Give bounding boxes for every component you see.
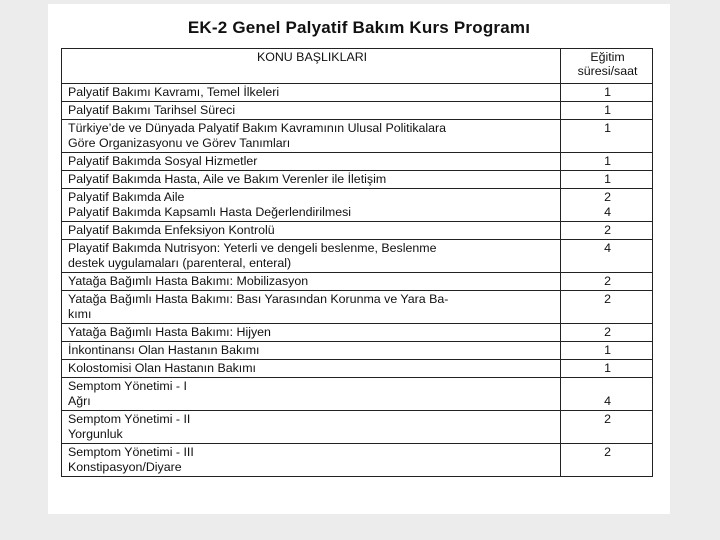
topic-line: Türkiye’de ve Dünyada Palyatif Bakım Kavramının Ulusal Politikalara xyxy=(68,121,447,135)
topic-line: Yorgunluk xyxy=(68,427,123,441)
topic-cell xyxy=(62,444,561,477)
table-row xyxy=(62,153,653,171)
hours-value: 1 xyxy=(604,172,611,186)
topic-line: Palyatif Bakımı Tarihsel Süreci xyxy=(68,103,236,117)
table-row xyxy=(62,411,653,444)
topic-cell xyxy=(62,324,561,342)
topic-line: Palyatif Bakımı Kavramı, Temel İlkeleri xyxy=(68,85,280,99)
hours-value: 2 xyxy=(604,223,611,237)
hours-value xyxy=(567,136,648,151)
hours-value: 1 xyxy=(604,154,611,168)
table-row xyxy=(62,360,653,378)
hours-value: 4 xyxy=(604,205,611,219)
topic-line: Yatağa Bağımlı Hasta Bakımı: Bası Yarasından Korunma ve Yara Ba- xyxy=(68,292,449,306)
table-row xyxy=(62,84,653,102)
topic-cell xyxy=(62,360,561,378)
topic-cell xyxy=(62,411,561,444)
hours-cell xyxy=(561,378,653,411)
hours-cell xyxy=(561,153,653,171)
table-row xyxy=(62,120,653,153)
topic-cell xyxy=(62,273,561,291)
hours-cell xyxy=(561,273,653,291)
hours-value: 4 xyxy=(604,241,611,255)
hours-cell xyxy=(561,102,653,120)
topic-line: Semptom Yönetimi - I xyxy=(68,379,187,393)
hours-cell xyxy=(561,324,653,342)
table-row xyxy=(62,324,653,342)
topic-line: Göre Organizasyonu ve Görev Tanımları xyxy=(68,136,291,150)
table-row xyxy=(62,291,653,324)
hours-value: 1 xyxy=(604,121,611,135)
document-title: EK-2 Genel Palyatif Bakım Kurs Programı xyxy=(187,18,531,37)
hours-value: 2 xyxy=(604,274,611,288)
hours-cell xyxy=(561,84,653,102)
table-row xyxy=(62,240,653,273)
hours-value: 1 xyxy=(604,103,611,117)
hours-value: 4 xyxy=(604,394,611,408)
hours-value: 1 xyxy=(604,361,611,375)
table-row xyxy=(62,222,653,240)
topic-line: kımı xyxy=(68,307,92,321)
topic-cell xyxy=(62,171,561,189)
topic-cell xyxy=(62,153,561,171)
hours-cell xyxy=(561,222,653,240)
topic-line: Semptom Yönetimi - III xyxy=(68,445,194,459)
table-row xyxy=(62,171,653,189)
topic-line: Playatif Bakımda Nutrisyon: Yeterli ve dengeli beslenme, Beslenme xyxy=(68,241,437,255)
topic-line: Palyatif Bakımda Aile xyxy=(68,190,185,204)
hours-cell xyxy=(561,342,653,360)
topic-line: Semptom Yönetimi - II xyxy=(68,412,191,426)
table-row xyxy=(62,444,653,477)
table-header-row xyxy=(62,49,653,84)
topic-cell xyxy=(62,102,561,120)
topic-cell xyxy=(62,240,561,273)
topic-line: Konstipasyon/Diyare xyxy=(68,460,182,474)
topic-line: destek uygulamaları (parenteral, enteral) xyxy=(68,256,292,270)
hours-value: 1 xyxy=(604,343,611,357)
topic-cell xyxy=(62,222,561,240)
course-program-table xyxy=(61,48,653,477)
hours-cell xyxy=(561,120,653,153)
hours-cell xyxy=(561,189,653,222)
hours-cell xyxy=(561,240,653,273)
topic-cell xyxy=(62,291,561,324)
table-row xyxy=(62,342,653,360)
hours-value xyxy=(567,379,648,394)
topic-column-header: KONU BAŞLIKLARI xyxy=(62,49,561,84)
topic-cell xyxy=(62,342,561,360)
topic-line: Yatağa Bağımlı Hasta Bakımı: Hijyen xyxy=(68,325,271,339)
hours-cell xyxy=(561,171,653,189)
topic-line: Kolostomisi Olan Hastanın Bakımı xyxy=(68,361,257,375)
hours-value: 2 xyxy=(604,412,611,426)
topic-line: Palyatif Bakımda Kapsamlı Hasta Değerlendirilmesi xyxy=(68,205,352,219)
table-row xyxy=(62,189,653,222)
table-row xyxy=(62,102,653,120)
hours-value: 2 xyxy=(604,325,611,339)
hours-header-line1: Eğitim xyxy=(590,50,625,64)
hours-cell xyxy=(561,444,653,477)
hours-cell xyxy=(561,360,653,378)
topic-cell xyxy=(62,84,561,102)
topic-line: Ağrı xyxy=(68,394,91,408)
hours-value: 2 xyxy=(604,445,611,459)
topic-cell xyxy=(62,378,561,411)
topic-cell xyxy=(62,120,561,153)
hours-column-header xyxy=(561,49,653,84)
document-page xyxy=(48,4,670,514)
table-row xyxy=(62,378,653,411)
hours-cell xyxy=(561,411,653,444)
topic-line: Palyatif Bakımda Enfeksiyon Kontrolü xyxy=(68,223,275,237)
topic-line: Palyatif Bakımda Sosyal Hizmetler xyxy=(68,154,258,168)
topic-line: Yatağa Bağımlı Hasta Bakımı: Mobilizasyon xyxy=(68,274,309,288)
hours-value: 2 xyxy=(604,292,611,306)
hours-value: 1 xyxy=(604,85,611,99)
table-row xyxy=(62,273,653,291)
hours-header-line2: süresi/saat xyxy=(577,64,638,78)
topic-line: İnkontinansı Olan Hastanın Bakımı xyxy=(68,343,260,357)
hours-value: 2 xyxy=(604,190,611,204)
topic-line: Palyatif Bakımda Hasta, Aile ve Bakım Verenler ile İletişim xyxy=(68,172,387,186)
hours-cell xyxy=(561,291,653,324)
topic-cell xyxy=(62,189,561,222)
